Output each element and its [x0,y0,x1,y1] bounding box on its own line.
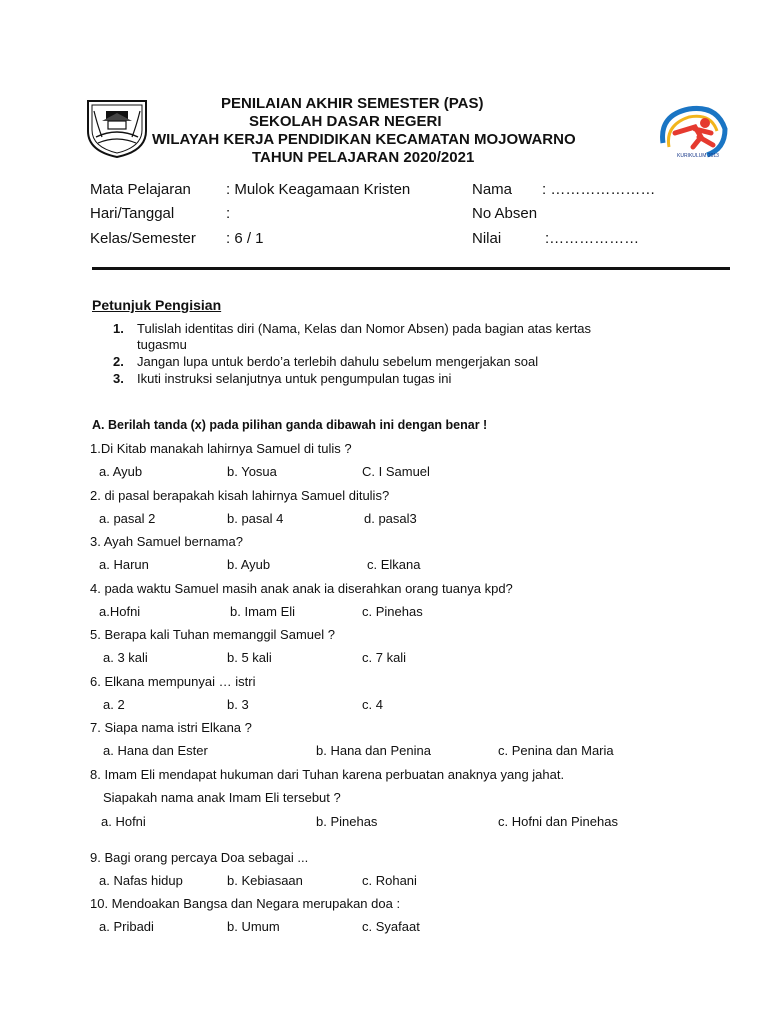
option-a: a. 3 kali [103,650,148,665]
header-divider [92,267,730,270]
option-b: b. Pinehas [316,814,378,829]
option-c: c. Penina dan Maria [498,743,614,758]
option-c: c. 4 [362,697,383,712]
instruction-text: Tulislah identitas diri (Nama, Kelas dan Nomor Absen) pada bagian atas kertas [137,321,592,336]
instruction-text-cont: tugasmu [137,337,187,352]
option-c: d. pasal3 [364,511,417,526]
option-a: a.Hofni [99,604,141,619]
question-text: 2. di pasal berapakah kisah lahirnya Samuel ditulis? [90,488,390,503]
absence-number-label: No Absen [472,205,538,222]
date-label: Hari/Tanggal [90,205,175,222]
region-name: WILAYAH KERJA PENDIDIKAN KECAMATAN MOJOWARNO [152,131,576,148]
option-a: a. Hana dan Ester [103,743,208,758]
school-name: SEKOLAH DASAR NEGERI [249,113,442,130]
section-a-title: A. Berilah tanda (x) pada pilihan ganda dibawah ini dengan benar ! [92,418,488,432]
question-text: 7. Siapa nama istri Elkana ? [90,720,252,735]
score-field: :……………… [545,230,640,247]
name-field: : ………………… [542,181,656,198]
question-text: 1.Di Kitab manakah lahirnya Samuel di tulis ? [90,441,352,456]
question-text: 5. Berapa kali Tuhan memanggil Samuel ? [90,627,335,642]
question-text: 3. Ayah Samuel bernama? [90,534,243,549]
question-text: 10. Mendoakan Bangsa dan Negara merupakan doa : [90,896,401,911]
option-a: a. Nafas hidup [99,873,183,888]
option-c: c. 7 kali [362,650,407,665]
instructions-title: Petunjuk Pengisian [92,297,222,313]
option-a: a. Hofni [101,814,146,829]
subject-label: Mata Pelajaran [90,181,191,198]
option-a: a. Pribadi [99,919,154,934]
option-a: a. pasal 2 [99,511,156,526]
instruction-number: 3. [113,371,124,386]
instruction-text: Jangan lupa untuk berdo’a terlebih dahulu sebelum mengerjakan soal [137,354,539,369]
question-text: 9. Bagi orang percaya Doa sebagai ... [90,850,309,865]
option-b: b. 3 [227,697,249,712]
score-label: Nilai [472,230,502,247]
subject-value: : Mulok Keagamaan Kristen [226,181,411,198]
option-b: b. Ayub [227,557,271,572]
name-label: Nama [472,181,513,198]
instruction-number: 1. [113,321,124,336]
option-a: a. Ayub [99,464,143,479]
option-c: c. Hofni dan Pinehas [498,814,618,829]
option-a: a. 2 [103,697,125,712]
option-b: b. Kebiasaan [227,873,303,888]
option-b: b. Imam Eli [230,604,296,619]
instruction-text: Ikuti instruksi selanjutnya untuk pengumpulan tugas ini [137,371,452,386]
question-text: 6. Elkana mempunyai … istri [90,674,256,689]
class-label: Kelas/Semester [90,230,196,247]
curriculum-2013-logo-icon [655,103,729,163]
option-b: b. pasal 4 [227,511,284,526]
option-b: b. Hana dan Penina [316,743,431,758]
option-b: b. Yosua [227,464,277,479]
option-a: a. Harun [99,557,149,572]
question-text-cont: Siapakah nama anak Imam Eli tersebut ? [103,790,341,805]
question-text: 4. pada waktu Samuel masih anak anak ia diserahkan orang tuanya kpd? [90,581,513,596]
date-value: : [226,205,231,222]
regency-emblem-icon [84,97,150,159]
question-text: 8. Imam Eli mendapat hukuman dari Tuhan karena perbuatan anaknya yang jahat. [90,767,565,782]
option-c: c. Syafaat [362,919,420,934]
option-c: c. Rohani [362,873,417,888]
option-c: C. I Samuel [362,464,430,479]
option-b: b. 5 kali [227,650,272,665]
option-c: c. Pinehas [362,604,423,619]
option-b: b. Umum [227,919,280,934]
exam-title: PENILAIAN AKHIR SEMESTER (PAS) [221,95,484,112]
option-c: c. Elkana [367,557,421,572]
logo-caption: KURIKULUM 2013 [677,153,719,159]
academic-year: TAHUN PELAJARAN 2020/2021 [252,149,475,166]
instruction-number: 2. [113,354,124,369]
class-value: : 6 / 1 [226,230,264,247]
